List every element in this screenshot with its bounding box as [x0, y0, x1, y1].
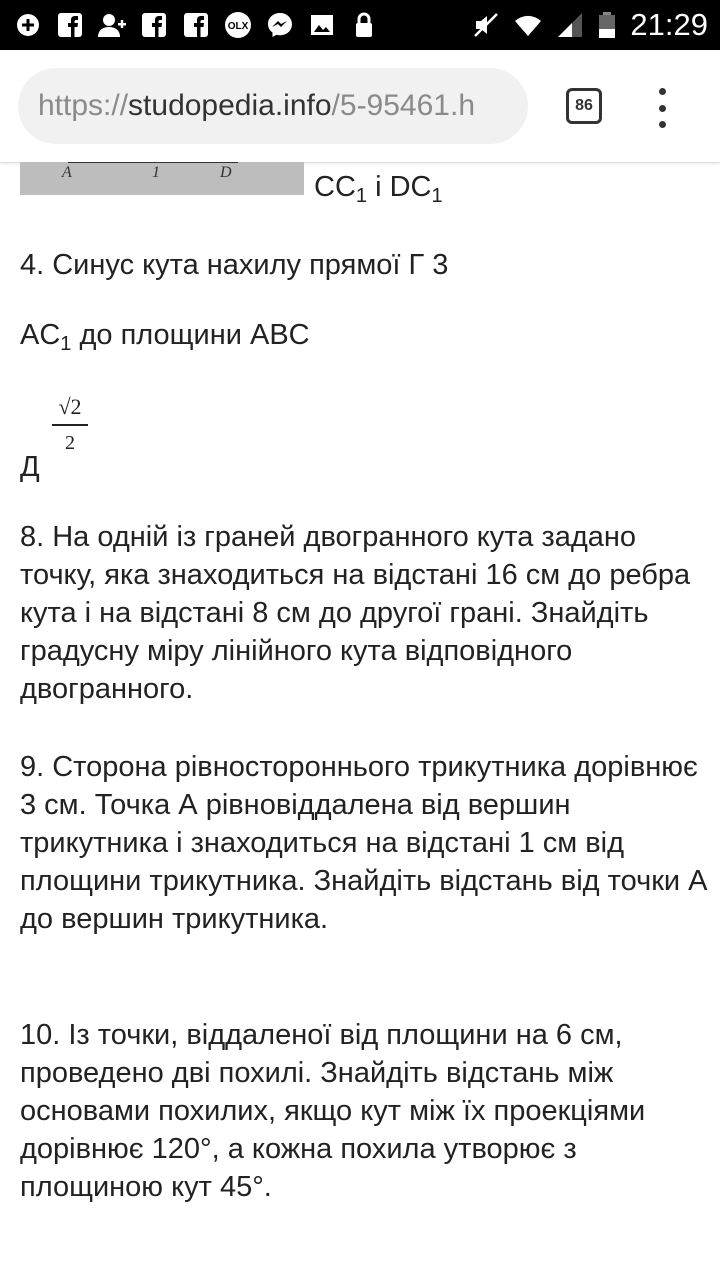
question-4-subtitle — [20, 316, 710, 354]
q4-rest: до площини ABC — [71, 319, 310, 351]
wifi-icon — [514, 11, 542, 39]
facebook-icon — [56, 11, 84, 39]
olx-icon — [224, 11, 252, 39]
clock: 21:29 — [630, 7, 708, 42]
status-bar — [0, 0, 720, 50]
figure-label-a: A — [62, 164, 72, 181]
menu-dot-icon — [659, 88, 666, 95]
facebook-icon — [182, 11, 210, 39]
svg-text:OLX: OLX — [227, 21, 249, 32]
caption-cc-sub: 1 — [355, 185, 368, 207]
question-10: 10. Із точки, віддаленої від площини на 6 см, проведено дві похилі. Знайдіть відстань між основами похилих, якщо кут між їх проекціями дорівнює 120°, а кожна похила утворює з площиною кут 45°. — [20, 1019, 646, 1203]
browser-toolbar — [0, 50, 720, 163]
signal-icon — [556, 11, 584, 39]
add-contact-icon — [98, 11, 126, 39]
lock-icon — [350, 11, 378, 39]
figure-label-d: D — [220, 164, 232, 181]
figure-label-1: 1 — [152, 164, 160, 181]
tab-switcher-button[interactable]: 86 — [566, 88, 602, 124]
image-icon — [308, 11, 336, 39]
menu-dot-icon — [659, 121, 666, 128]
overflow-menu-button[interactable] — [650, 88, 674, 128]
facebook-icon — [140, 11, 168, 39]
question-4-title: 4. Синус кута нахилу прямої Г 3 — [20, 249, 449, 281]
caption-cc: CC — [314, 171, 356, 203]
url-text[interactable] — [38, 89, 508, 123]
url-bar[interactable] — [18, 68, 528, 144]
question-9: 9. Сторона рівностороннього трикутника дорівнює 3 см. Точка А рівновіддалена від вершин трикутника і знаходиться на відстані 1 см від площини трикутника. Знайдіть відстань від точки А до вершин трикутника. — [20, 751, 708, 935]
q4-ac-sub: 1 — [60, 333, 72, 355]
fraction-numerator: √2 — [58, 394, 82, 419]
url-host: studopedia.info — [128, 89, 332, 122]
answer-fraction — [52, 394, 88, 455]
figure-caption — [314, 168, 694, 206]
battery-icon — [598, 11, 616, 39]
url-path: /5-95461.h — [331, 89, 475, 122]
menu-dot-icon — [659, 105, 666, 112]
fraction-denominator: 2 — [65, 432, 75, 454]
add-icon — [14, 11, 42, 39]
mute-icon — [472, 11, 500, 39]
fraction-bar — [52, 424, 88, 426]
q4-ac: AC — [20, 319, 61, 351]
url-scheme: https:// — [38, 89, 129, 122]
messenger-icon — [266, 11, 294, 39]
figure-image — [20, 162, 304, 195]
caption-dc-sub: 1 — [431, 185, 443, 207]
answer-label: Д — [20, 451, 40, 483]
figure-line — [68, 162, 238, 163]
question-8: 8. На одній із граней двогранного кута задано точку, яка знаходиться на відстані 16 см до ребра кута і на відстані 8 см до другої грані. Знайдіть градусну міру лінійного кута відповідного двогранного. — [20, 521, 691, 705]
page-content — [0, 162, 720, 1280]
caption-dc: і DC — [367, 171, 432, 203]
